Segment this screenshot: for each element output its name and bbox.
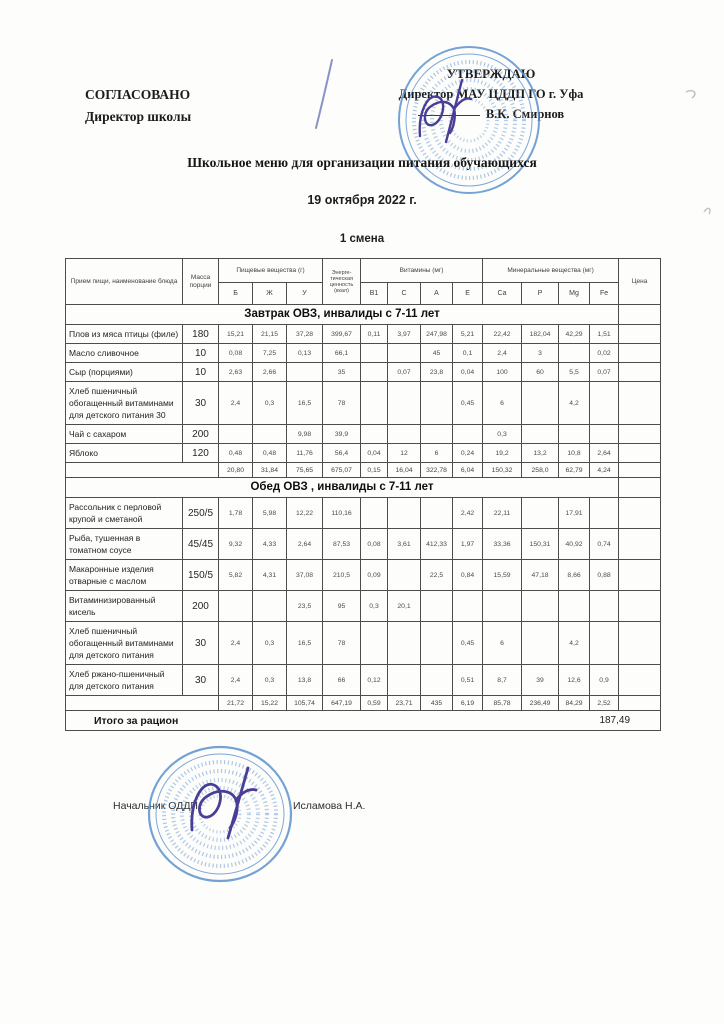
section-title: Обед ОВЗ , инвалиды с 7-11 лет (66, 478, 619, 498)
nutrient-value: 39,9 (323, 425, 361, 444)
dish-name: Масло сливочное (66, 344, 183, 363)
nutrient-value (522, 498, 559, 529)
section-header-row (66, 305, 661, 325)
nutrient-value: 8,66 (559, 560, 590, 591)
totals-value: 31,84 (253, 463, 287, 478)
nutrient-value: 0,3 (253, 622, 287, 665)
agreed-line2: Директор школы (85, 109, 192, 124)
portion-mass: 180 (183, 325, 219, 344)
totals-value: 20,80 (219, 463, 253, 478)
approved-signer: В.К. Смирнов (485, 107, 565, 121)
nutrient-value: 3,97 (388, 325, 421, 344)
nutrient-value: 37,28 (287, 325, 323, 344)
signoff-name: Исламова Н.А. (292, 800, 366, 812)
approved-line1: УТВЕРЖДАЮ (446, 66, 536, 81)
totals-value: 75,65 (287, 463, 323, 478)
menu-row (66, 444, 661, 463)
totals-value: 23,71 (388, 696, 421, 711)
dish-name: Хлеб пшеничный обогащенный витаминами для детского питания 30 (66, 382, 183, 425)
nutrient-value: 39 (522, 665, 559, 696)
nutrient-value: 0,48 (253, 444, 287, 463)
portion-mass: 30 (183, 622, 219, 665)
menu-row (66, 382, 661, 425)
totals-value: 435 (421, 696, 453, 711)
dish-name: Чай с сахаром (66, 425, 183, 444)
col-header-fe: Fe (590, 283, 619, 305)
totals-value: 85,78 (483, 696, 522, 711)
portion-mass: 30 (183, 665, 219, 696)
nutrient-value: 5,98 (253, 498, 287, 529)
nutrient-value (219, 591, 253, 622)
col-header-a: A (421, 283, 453, 305)
nutrient-value: 0,04 (361, 444, 388, 463)
nutrient-value: 16,5 (287, 382, 323, 425)
nutrient-value: 0,45 (453, 622, 483, 665)
dish-name: Витаминизированный кисель (66, 591, 183, 622)
price-cell (619, 382, 661, 425)
nutrient-value: 150,31 (522, 529, 559, 560)
nutrient-value (361, 425, 388, 444)
pen-slash-icon (308, 56, 342, 132)
section-header-row (66, 478, 661, 498)
nutrient-value: 13,8 (287, 665, 323, 696)
menu-row (66, 363, 661, 382)
price-cell (619, 344, 661, 363)
nutrient-value (559, 591, 590, 622)
nutrient-value: 20,1 (388, 591, 421, 622)
nutrient-value: 12,6 (559, 665, 590, 696)
nutrient-value: 13,2 (522, 444, 559, 463)
nutrient-value: 0,88 (590, 560, 619, 591)
nutrient-value (522, 425, 559, 444)
col-header-meal: Прием пищи, наименование блюда (66, 259, 183, 305)
nutrient-value: 0,3 (253, 382, 287, 425)
menu-row (66, 344, 661, 363)
dish-name: Хлеб пшеничный обогащенный витаминами для детского питания (66, 622, 183, 665)
col-header-mg: Mg (559, 283, 590, 305)
ration-total-value: 187,49 (599, 715, 631, 726)
nutrient-value: 2,42 (453, 498, 483, 529)
price-cell (619, 696, 661, 711)
price-cell (619, 444, 661, 463)
nutrient-value: 17,91 (559, 498, 590, 529)
nutrient-value: 60 (522, 363, 559, 382)
portion-mass: 30 (183, 382, 219, 425)
portion-mass: 200 (183, 591, 219, 622)
nutrient-value: 0,04 (453, 363, 483, 382)
nutrient-value (388, 560, 421, 591)
section-totals-row (66, 696, 661, 711)
nutrient-value: 0,3 (253, 665, 287, 696)
nutrient-value: 0,84 (453, 560, 483, 591)
nutrient-value: 10,8 (559, 444, 590, 463)
nutrient-value: 0,3 (361, 591, 388, 622)
nutrient-value: 0,12 (361, 665, 388, 696)
nutrient-value: 110,16 (323, 498, 361, 529)
nutrient-value (421, 425, 453, 444)
nutrient-value: 0,07 (590, 363, 619, 382)
nutrient-value (453, 425, 483, 444)
totals-value: 21,72 (219, 696, 253, 711)
ration-total-cell (66, 711, 661, 731)
nutrient-value: 3,61 (388, 529, 421, 560)
nutrient-value: 0,11 (361, 325, 388, 344)
section-totals-row (66, 463, 661, 478)
nutrient-value (522, 591, 559, 622)
approval-stamp-icon (388, 40, 558, 205)
nutrient-value: 3 (522, 344, 559, 363)
menu-table-header (66, 259, 661, 305)
portion-mass: 200 (183, 425, 219, 444)
nutrient-value: 0,45 (453, 382, 483, 425)
col-header-mass: Масса порции (183, 259, 219, 305)
price-cell (619, 305, 661, 325)
col-header-b1: B1 (361, 283, 388, 305)
ration-total-label: Итого за рацион (94, 714, 179, 727)
totals-value: 15,22 (253, 696, 287, 711)
nutrient-value: 22,11 (483, 498, 522, 529)
price-cell (619, 325, 661, 344)
portion-mass: 250/5 (183, 498, 219, 529)
dish-name: Яблоко (66, 444, 183, 463)
ration-total-wrap (66, 711, 660, 730)
nutrient-value (421, 498, 453, 529)
nutrient-value: 21,15 (253, 325, 287, 344)
nutrient-value (253, 591, 287, 622)
totals-value: 6,04 (453, 463, 483, 478)
nutrient-value (559, 425, 590, 444)
approved-line2: Директор МАУ ЦДДП ГО г. Уфа (398, 87, 584, 101)
agreed-block (85, 84, 191, 128)
col-header-p: P (522, 283, 559, 305)
col-header-ca: Ca (483, 283, 522, 305)
col-group-minerals: Минеральные вещества (мг) (483, 259, 619, 283)
col-header-protein: Б (219, 283, 253, 305)
nutrient-value: 56,4 (323, 444, 361, 463)
price-cell (619, 622, 661, 665)
nutrient-value: 33,36 (483, 529, 522, 560)
totals-value: 4,24 (590, 463, 619, 478)
nutrient-value: 100 (483, 363, 522, 382)
price-cell (619, 665, 661, 696)
nutrient-value: 12,22 (287, 498, 323, 529)
nutrient-value: 247,98 (421, 325, 453, 344)
totals-value: 150,32 (483, 463, 522, 478)
dish-name: Рыба, тушенная в томатном соусе (66, 529, 183, 560)
dish-name: Сыр (порциями) (66, 363, 183, 382)
nutrient-value: 9,98 (287, 425, 323, 444)
nutrient-value (388, 425, 421, 444)
totals-value: 0,59 (361, 696, 388, 711)
nutrient-value: 12 (388, 444, 421, 463)
nutrient-value (559, 344, 590, 363)
nutrient-value: 6 (483, 622, 522, 665)
menu-row (66, 560, 661, 591)
nutrient-value: 0,48 (219, 444, 253, 463)
nutrient-value: 35 (323, 363, 361, 382)
menu-row (66, 325, 661, 344)
nutrient-value: 6 (483, 382, 522, 425)
price-cell (619, 478, 661, 498)
nutrient-value: 5,82 (219, 560, 253, 591)
nutrient-value: 78 (323, 382, 361, 425)
nutrient-value: 2,4 (483, 344, 522, 363)
totals-value: 236,49 (522, 696, 559, 711)
menu-row (66, 665, 661, 696)
nutrient-value (590, 622, 619, 665)
nutrient-value: 0,24 (453, 444, 483, 463)
nutrient-value (388, 665, 421, 696)
totals-value: 16,04 (388, 463, 421, 478)
nutrient-value: 2,4 (219, 622, 253, 665)
nutrient-value: 0,1 (453, 344, 483, 363)
portion-mass: 120 (183, 444, 219, 463)
price-cell (619, 591, 661, 622)
portion-mass: 10 (183, 344, 219, 363)
col-header-price: Цена (619, 259, 661, 305)
nutrient-value: 4,31 (253, 560, 287, 591)
nutrient-value: 22,5 (421, 560, 453, 591)
menu-row (66, 529, 661, 560)
portion-mass: 10 (183, 363, 219, 382)
nutrient-value: 15,21 (219, 325, 253, 344)
nutrient-value: 0,51 (453, 665, 483, 696)
nutrient-value: 1,97 (453, 529, 483, 560)
ration-total-row (66, 711, 661, 731)
section-title: Завтрак ОВЗ, инвалиды с 7-11 лет (66, 305, 619, 325)
price-cell (619, 560, 661, 591)
dish-name: Макаронные изделия отварные с маслом (66, 560, 183, 591)
nutrient-value: 95 (323, 591, 361, 622)
menu-table (65, 258, 661, 731)
nutrient-value (590, 425, 619, 444)
nutrient-value: 16,5 (287, 622, 323, 665)
nutrient-value: 4,33 (253, 529, 287, 560)
nutrient-value: 0,74 (590, 529, 619, 560)
nutrient-value (421, 382, 453, 425)
col-header-c: C (388, 283, 421, 305)
nutrient-value: 40,92 (559, 529, 590, 560)
col-header-e: E (453, 283, 483, 305)
totals-value: 322,78 (421, 463, 453, 478)
nutrient-value: 23,8 (421, 363, 453, 382)
nutrient-value (421, 622, 453, 665)
price-cell (619, 425, 661, 444)
nutrient-value (361, 363, 388, 382)
nutrient-value (361, 382, 388, 425)
nutrient-value: 0,09 (361, 560, 388, 591)
nutrient-value (590, 382, 619, 425)
nutrient-value: 2,66 (253, 363, 287, 382)
nutrient-value: 0,07 (388, 363, 421, 382)
nutrient-value: 0,08 (361, 529, 388, 560)
nutrient-value: 5,21 (453, 325, 483, 344)
price-cell (619, 498, 661, 529)
page-title: Школьное меню для организации питания обучающихся (187, 155, 537, 170)
nutrient-value: 0,13 (287, 344, 323, 363)
nutrient-value: 2,63 (219, 363, 253, 382)
menu-table-body (66, 305, 661, 731)
nutrient-value: 6 (421, 444, 453, 463)
menu-date: 19 октября 2022 г. (307, 193, 417, 207)
totals-value: 84,29 (559, 696, 590, 711)
price-cell (619, 463, 661, 478)
nutrient-value: 2,4 (219, 382, 253, 425)
chief-signature-icon (192, 768, 256, 838)
nutrient-value: 2,4 (219, 665, 253, 696)
totals-spacer (66, 696, 219, 711)
totals-value: 105,74 (287, 696, 323, 711)
dish-name: Рассольник с перловой крупой и сметаной (66, 498, 183, 529)
nutrient-value: 22,42 (483, 325, 522, 344)
nutrient-value (590, 591, 619, 622)
nutrient-value (421, 591, 453, 622)
nutrient-value: 78 (323, 622, 361, 665)
nutrient-value: 4,2 (559, 622, 590, 665)
totals-value: 6,19 (453, 696, 483, 711)
nutrient-value (522, 382, 559, 425)
dish-name: Плов из мяса птицы (филе) (66, 325, 183, 344)
nutrient-value: 87,53 (323, 529, 361, 560)
nutrient-value: 0,9 (590, 665, 619, 696)
totals-value: 675,07 (323, 463, 361, 478)
nutrient-value: 0,02 (590, 344, 619, 363)
nutrient-value (453, 591, 483, 622)
price-cell (619, 529, 661, 560)
nutrient-value: 210,5 (323, 560, 361, 591)
nutrient-value: 42,29 (559, 325, 590, 344)
col-header-carbs: У (287, 283, 323, 305)
nutrient-value: 1,78 (219, 498, 253, 529)
nutrient-value: 0,3 (483, 425, 522, 444)
nutrient-value: 9,32 (219, 529, 253, 560)
nutrient-value (287, 363, 323, 382)
nutrient-value: 7,25 (253, 344, 287, 363)
nutrient-value: 4,2 (559, 382, 590, 425)
nutrient-value: 15,59 (483, 560, 522, 591)
nutrient-value: 1,51 (590, 325, 619, 344)
nutrient-value: 23,5 (287, 591, 323, 622)
signoff-position: Начальник ОДДП (113, 800, 198, 812)
nutrient-value (253, 425, 287, 444)
nutrient-value (421, 665, 453, 696)
nutrient-value (361, 498, 388, 529)
menu-row (66, 498, 661, 529)
nutrient-value: 66,1 (323, 344, 361, 363)
nutrient-value: 0,08 (219, 344, 253, 363)
shift-label: 1 смена (339, 233, 385, 245)
totals-spacer (66, 463, 219, 478)
nutrient-value: 47,18 (522, 560, 559, 591)
nutrient-value: 399,67 (323, 325, 361, 344)
price-cell (619, 363, 661, 382)
portion-mass: 45/45 (183, 529, 219, 560)
nutrient-value: 5,5 (559, 363, 590, 382)
nutrient-value: 8,7 (483, 665, 522, 696)
menu-row (66, 425, 661, 444)
nutrient-value (388, 382, 421, 425)
portion-mass: 150/5 (183, 560, 219, 591)
totals-value: 647,19 (323, 696, 361, 711)
nutrient-value (361, 622, 388, 665)
nutrient-value (361, 344, 388, 363)
col-header-energy: Энерге-тическая ценность (ккал) (323, 259, 361, 305)
col-group-vitamins: Витамины (мг) (361, 259, 483, 283)
nutrient-value: 66 (323, 665, 361, 696)
totals-value: 62,79 (559, 463, 590, 478)
col-group-nutrients: Пищевые вещества (г) (219, 259, 323, 283)
agreed-line1: СОГЛАСОВАНО (85, 87, 191, 102)
nutrient-value (219, 425, 253, 444)
totals-value: 0,15 (361, 463, 388, 478)
nutrient-value: 19,2 (483, 444, 522, 463)
menu-row (66, 591, 661, 622)
nutrient-value: 11,76 (287, 444, 323, 463)
nutrient-value: 2,64 (287, 529, 323, 560)
nutrient-value (590, 498, 619, 529)
dish-name: Хлеб ржано-пшеничный для детского питания (66, 665, 183, 696)
totals-value: 2,52 (590, 696, 619, 711)
official-stamp-icon (140, 738, 305, 893)
nutrient-value (522, 622, 559, 665)
menu-row (66, 622, 661, 665)
nutrient-value: 45 (421, 344, 453, 363)
nutrient-value: 182,04 (522, 325, 559, 344)
nutrient-value: 2,64 (590, 444, 619, 463)
nutrient-value (388, 622, 421, 665)
nutrient-value: 37,08 (287, 560, 323, 591)
totals-value: 258,0 (522, 463, 559, 478)
nutrient-value (388, 344, 421, 363)
col-header-fat: Ж (253, 283, 287, 305)
nutrient-value (388, 498, 421, 529)
nutrient-value (483, 591, 522, 622)
nutrient-value: 412,33 (421, 529, 453, 560)
